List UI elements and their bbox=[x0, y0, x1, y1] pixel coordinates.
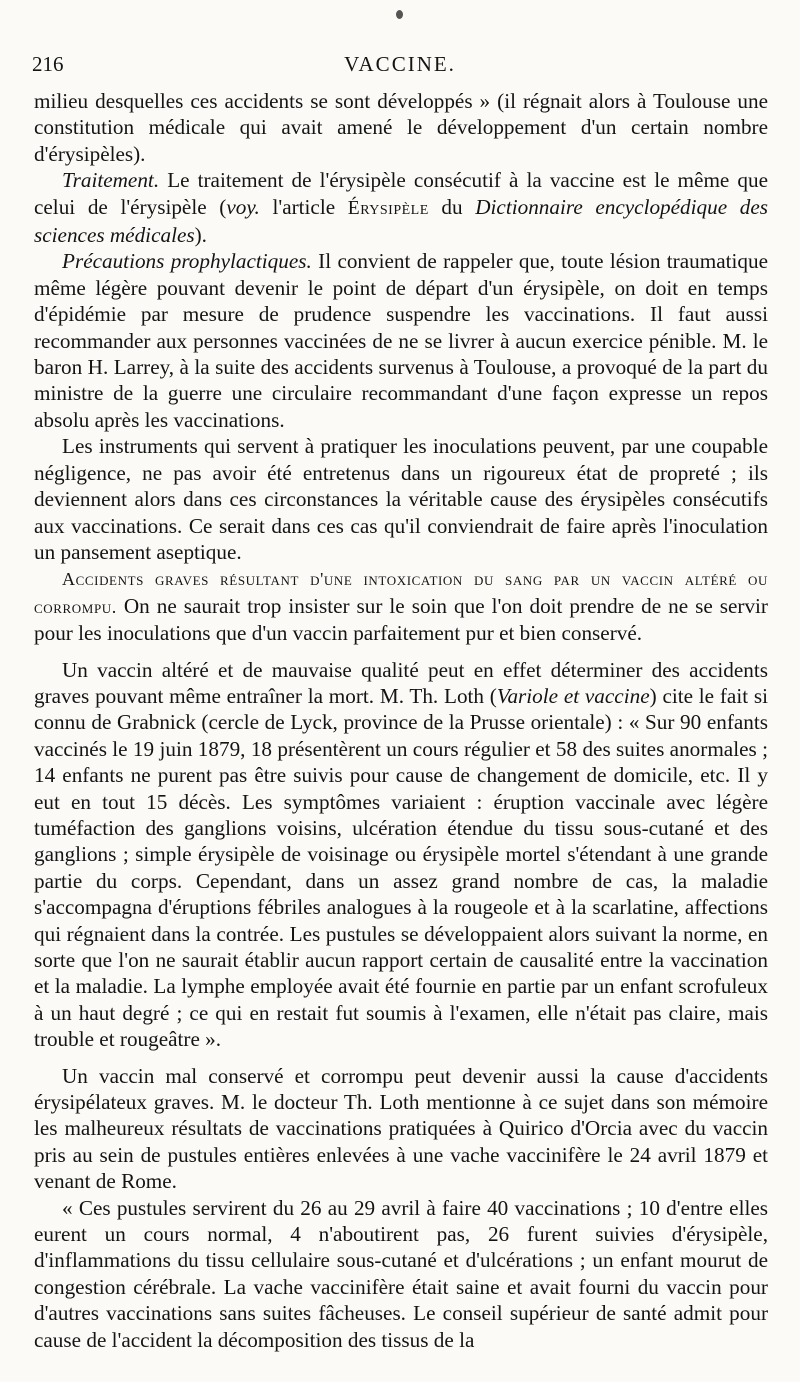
text-fragment-italic: voy. bbox=[226, 194, 260, 219]
text-fragment: Le traitement de l'érysipèle consécutif à la vaccine est le même que celui de l'érysipèle ( bbox=[34, 168, 768, 219]
paragraph-continuation: milieu desquelles ces accidents se sont développés » (il régnait alors à Toulouse une constitution médicale qui avait amené le développement d'un certain nombre d'érysipèles). bbox=[34, 89, 768, 166]
paragraph-vaccin-altere bbox=[34, 657, 768, 1053]
page-number: 216 bbox=[32, 52, 64, 76]
text-fragment: du bbox=[428, 194, 476, 219]
paragraph-pustules: « Ces pustules servirent du 26 au 29 avril à faire 40 vaccinations ; 10 d'entre elles eurent un cours normal, 4 n'aboutirent pas, 26 furent suivies d'érysipèle, d'inflammations du tissu cellulaire sous-cutané et d'ulcérations ; un enfant mourut de congestion cérébrale. La vache vaccinifère était saine et avait fourni du vaccin pour d'autres vaccinations sans suites fâcheuses. Le conseil supérieur de santé admit pour cause de l'accident la décomposition des tissus de la bbox=[34, 1195, 768, 1352]
section-heading-accidents: Accidents graves résultant d'une intoxication du sang par un vaccin altéré ou corrompu. bbox=[34, 569, 768, 617]
section-heading-precautions: Précautions prophylactiques. bbox=[62, 249, 312, 274]
text-fragment: On ne saurait trop insister sur le soin que l'on doit prendre de ne se servir pour les inoculations que d'un vaccin parfaitement pur et bien conservé. bbox=[34, 593, 768, 646]
reference-title: Variole et vaccine bbox=[496, 683, 650, 708]
paragraph-instruments: Les instruments qui servent à pratiquer les inoculations peuvent, par une coupable négligence, ne pas avoir été entretenus dans un rigoureux état de propreté ; ils deviennent alors dans ces circonstances la véritable cause des érysipèles consécutifs aux vaccinations. Ce serait dans ces cas qu'il conviendrait de faire après l'inoculation un pansement aseptique. bbox=[34, 434, 768, 564]
paragraph-precautions bbox=[34, 248, 768, 433]
paragraph-accidents-graves bbox=[34, 565, 768, 646]
text-fragment: Un vaccin altéré et de mauvaise qualité peut en effet déterminer des accidents graves pouvant même entraîner la mort. M. Th. Loth ( bbox=[34, 657, 768, 708]
section-heading-traitement: Traitement. bbox=[62, 168, 160, 193]
text-fragment-smallcaps: Érysipèle bbox=[347, 197, 429, 219]
running-head bbox=[32, 52, 768, 82]
paragraph-traitement bbox=[34, 167, 768, 248]
text-fragment: Il convient de rappeler que, toute lésion traumatique même légère pouvant devenir le point de départ d'un érysipèle, on doit en temps d'épidémie par mesure de prudence suspendre les vaccinations. Il faut aussi recommander aux personnes vaccinées de ne se livrer à aucun exercice pénible. M. le baron H. Larrey, à la suite des accidents survenus à Toulouse, a provoqué de la part du ministre de la guerre une circulaire recommandant d'une façon expresse un repos absolu après les vaccinations. bbox=[34, 249, 768, 432]
text-fragment: ). bbox=[194, 223, 207, 248]
ink-dot bbox=[396, 10, 403, 19]
paragraph-vaccin-corrompu: Un vaccin mal conservé et corrompu peut devenir aussi la cause d'accidents érysipélateux graves. M. le docteur Th. Loth mentionne à ce sujet dans son mémoire les malheureux résultats de vaccinations pratiquées à Quirico d'Orcia avec du vaccin pris au sein de pustules entières enlevées à une vache vaccinifère le 24 avril 1879 et venant de Rome. bbox=[34, 1063, 768, 1194]
reference-title: Dictionnaire encyclopédique des sciences médicales bbox=[34, 194, 769, 248]
text-fragment: l'article bbox=[259, 194, 348, 219]
running-title: VACCINE. bbox=[344, 52, 456, 76]
text-fragment: ) cite le fait si connu de Grabnick (cercle de Lyck, province de la Prusse orientale) : « Sur 90 enfants vaccinés le 19 juin 1879, 18 présentèrent un cours régulier et 58 des suites anormales ; 14 enfants ne purent pas être suivis pour cause de changement de domicile, etc. Il y eut en tout 15 décès. Les symptômes variaient : éruption vaccinale avec légère tuméfaction des ganglions voisins, ulcération étendue du tissu sous-cutané et des ganglions ; simple érysipèle de voisinage ou érysipèle mortel s'étendant à une grande partie du corps. Cependant, dans un assez grand nombre de cas, la maladie s'accompagna d'éruptions fébriles analogues à la rougeole et à la scarlatine, affections qui régnaient dans la contrée. Les pustules se développaient alors suivant la norme, en sorte que l'on ne saurait établir aucun rapport certain de causalité entre la vaccination et la maladie. La lymphe employée avait été fournie en partie par un enfant scrofuleux à un haut degré ; ce qui en restait fut soumis à l'examen, elle n'était pas claire, mais trouble et rougeâtre ». bbox=[34, 683, 769, 1052]
page-body bbox=[34, 88, 768, 1353]
